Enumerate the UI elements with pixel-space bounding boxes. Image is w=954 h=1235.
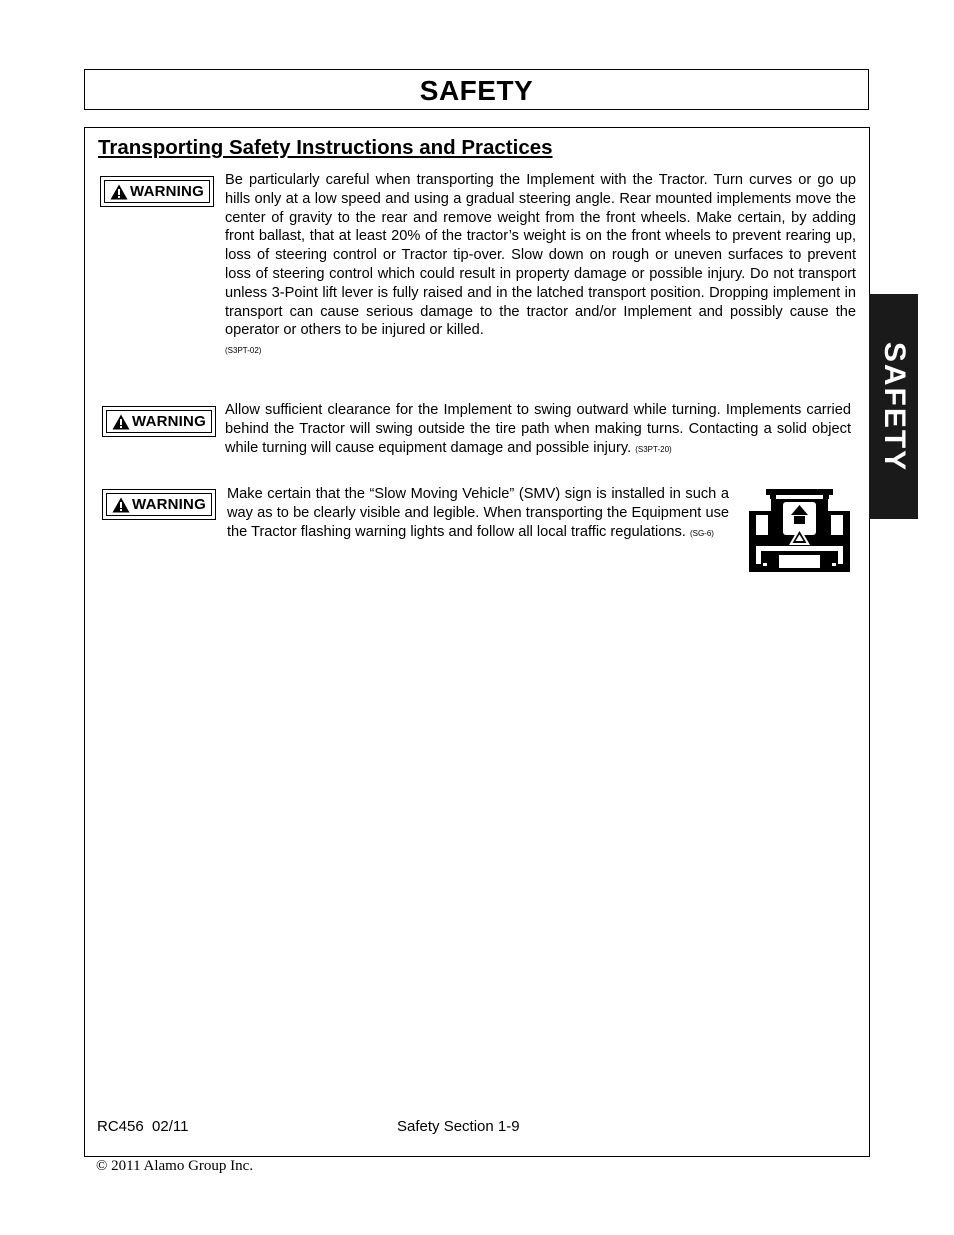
warning-text-1 [225, 171, 856, 361]
warning-label: WARNING [132, 496, 206, 513]
page-title: SAFETY [419, 75, 534, 106]
warning-badge-1 [100, 176, 214, 207]
warning-badge-3 [102, 489, 216, 520]
warning-label: WARNING [132, 413, 206, 430]
warning-triangle-icon [110, 184, 128, 200]
warning-triangle-icon [112, 414, 130, 430]
warning-code-3: (SG-6) [689, 528, 714, 538]
warning-badge-2 [102, 406, 216, 437]
side-tab-safety [869, 294, 918, 519]
smv-tractor-rear-icon [749, 489, 850, 572]
warning-label: WARNING [130, 183, 204, 200]
warning-text-3-body: Make certain that the “Slow Moving Vehicle” (SMV) sign is installed in such a way as to be clearly visible and legible. When transporting the Equipment use the Tractor flashing warning lights and follow all local traffic regulations. [227, 486, 729, 540]
footer-page-number: Safety Section 1-9 [397, 1118, 520, 1135]
footer-model-date: RC456 02/11 [97, 1118, 189, 1135]
section-title: Transporting Safety Instructions and Practices [98, 136, 553, 159]
warning-text-3 [227, 485, 729, 543]
header-box [84, 69, 869, 110]
copyright: © 2011 Alamo Group Inc. [96, 1158, 254, 1174]
warning-code-1: (S3PT-02) [225, 346, 262, 356]
warning-text-1-body: Be particularly careful when transporting the Implement with the Tractor. Turn curves or go up hills only at a low speed and using a gradual steering angle. Rear mounted implements move the center of gravity to the rear and remove weight from the front wheels. Make certain, by adding front ballast, that at least 20% of the tractor’s weight is on the front wheels to prevent rearing up, loss of steering control or Tractor tip-over. Slow down on rough or uneven surfaces to prevent loss of steering control which could result in property damage or possible injury. Do not transport unless 3-Point lift lever is fully raised and in the latched transport position. Dropping implement in transport can cause serious damage to the tractor and/or Implement and possibly cause the operator or others to be injured or killed. [225, 172, 856, 339]
warning-code-2: (S3PT-20) [635, 444, 672, 454]
warning-triangle-icon [112, 497, 130, 513]
warning-text-2-body: Allow sufficient clearance for the Implement to swing outward while turning. Implements carried behind the Tractor will swing outside the tire path when making turns. Contacting a solid object while turning will cause equipment damage and possible injury. [225, 402, 851, 456]
side-tab-label: SAFETY [877, 341, 911, 472]
warning-text-2 [225, 401, 851, 459]
content-box [84, 127, 870, 1157]
